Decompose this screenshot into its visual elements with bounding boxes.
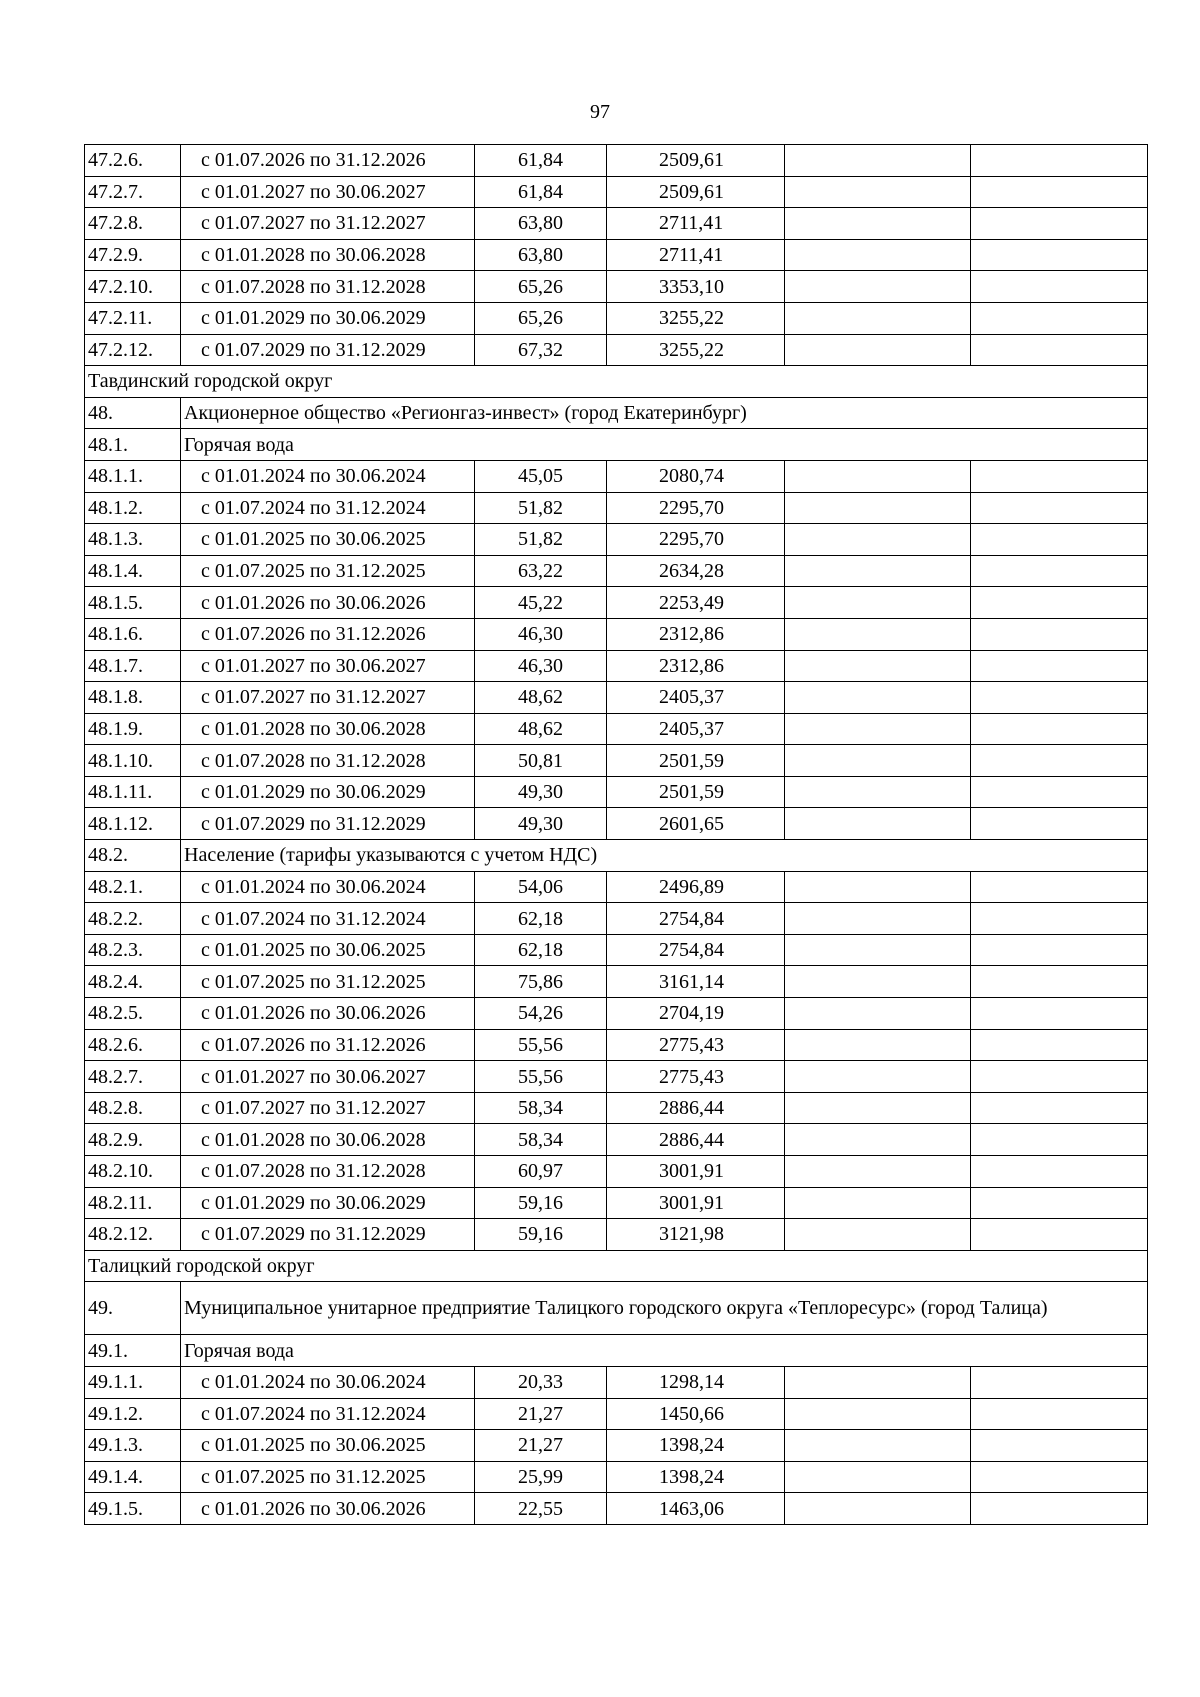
table-row <box>85 1398 1148 1430</box>
table-row <box>85 998 1148 1030</box>
row-period: с 01.01.2024 по 30.06.2024 <box>181 460 475 492</box>
empty-cell <box>971 1366 1148 1398</box>
empty-cell <box>971 1124 1148 1156</box>
empty-cell <box>971 492 1148 524</box>
tariff-table-body <box>85 145 1148 1525</box>
table-row <box>85 176 1148 208</box>
table-row <box>85 302 1148 334</box>
row-period: с 01.01.2029 по 30.06.2029 <box>181 302 475 334</box>
row-value-2: 1298,14 <box>607 1366 785 1398</box>
table-row <box>85 1156 1148 1188</box>
table-row <box>85 966 1148 998</box>
empty-cell <box>971 1061 1148 1093</box>
row-number: 48.1.9. <box>85 713 181 745</box>
tariff-table <box>84 144 1148 1525</box>
row-period: с 01.07.2025 по 31.12.2025 <box>181 966 475 998</box>
table-row <box>85 903 1148 935</box>
section-number: 48. <box>85 397 181 429</box>
row-value-2: 3255,22 <box>607 302 785 334</box>
row-value-1: 21,27 <box>475 1398 607 1430</box>
row-value-2: 1450,66 <box>607 1398 785 1430</box>
empty-cell <box>971 1493 1148 1525</box>
row-number: 48.1.3. <box>85 524 181 556</box>
section-title: Горячая вода <box>181 429 1148 461</box>
row-period: с 01.07.2027 по 31.12.2027 <box>181 208 475 240</box>
row-period: с 01.01.2024 по 30.06.2024 <box>181 1366 475 1398</box>
empty-cell <box>785 145 971 177</box>
section-header-row <box>85 429 1148 461</box>
empty-cell <box>785 176 971 208</box>
section-number: 48.2. <box>85 840 181 872</box>
row-number: 48.2.6. <box>85 1029 181 1061</box>
row-value-1: 61,84 <box>475 145 607 177</box>
empty-cell <box>785 334 971 366</box>
row-number: 48.1.8. <box>85 682 181 714</box>
row-value-1: 63,22 <box>475 555 607 587</box>
empty-cell <box>971 1430 1148 1462</box>
table-row <box>85 934 1148 966</box>
empty-cell <box>971 176 1148 208</box>
empty-cell <box>785 524 971 556</box>
table-row <box>85 682 1148 714</box>
region-header-row <box>85 1250 1148 1282</box>
table-row <box>85 1061 1148 1093</box>
row-number: 49.1.5. <box>85 1493 181 1525</box>
row-value-2: 2775,43 <box>607 1029 785 1061</box>
row-number: 48.2.2. <box>85 903 181 935</box>
table-row <box>85 334 1148 366</box>
row-number: 48.1.10. <box>85 745 181 777</box>
row-value-1: 20,33 <box>475 1366 607 1398</box>
empty-cell <box>971 555 1148 587</box>
row-number: 48.2.5. <box>85 998 181 1030</box>
table-row <box>85 808 1148 840</box>
empty-cell <box>971 1187 1148 1219</box>
row-period: с 01.01.2026 по 30.06.2026 <box>181 1493 475 1525</box>
row-number: 47.2.9. <box>85 239 181 271</box>
row-value-1: 58,34 <box>475 1124 607 1156</box>
row-value-1: 25,99 <box>475 1461 607 1493</box>
row-number: 48.2.8. <box>85 1092 181 1124</box>
row-value-2: 2405,37 <box>607 713 785 745</box>
table-row <box>85 871 1148 903</box>
row-value-1: 46,30 <box>475 618 607 650</box>
row-period: с 01.07.2025 по 31.12.2025 <box>181 555 475 587</box>
empty-cell <box>785 745 971 777</box>
empty-cell <box>971 1219 1148 1251</box>
row-number: 48.2.12. <box>85 1219 181 1251</box>
empty-cell <box>785 808 971 840</box>
row-period: с 01.01.2028 по 30.06.2028 <box>181 1124 475 1156</box>
empty-cell <box>785 208 971 240</box>
row-number: 49.1.2. <box>85 1398 181 1430</box>
empty-cell <box>785 1366 971 1398</box>
row-number: 49.1.3. <box>85 1430 181 1462</box>
empty-cell <box>971 934 1148 966</box>
row-value-1: 62,18 <box>475 903 607 935</box>
empty-cell <box>785 555 971 587</box>
empty-cell <box>971 745 1148 777</box>
empty-cell <box>971 871 1148 903</box>
region-header-row <box>85 366 1148 398</box>
row-period: с 01.07.2026 по 31.12.2026 <box>181 145 475 177</box>
row-number: 48.1.12. <box>85 808 181 840</box>
row-number: 49.1.1. <box>85 1366 181 1398</box>
page-number: 97 <box>590 101 610 123</box>
row-value-2: 2704,19 <box>607 998 785 1030</box>
empty-cell <box>971 271 1148 303</box>
row-number: 48.2.9. <box>85 1124 181 1156</box>
row-period: с 01.07.2029 по 31.12.2029 <box>181 1219 475 1251</box>
row-period: с 01.01.2028 по 30.06.2028 <box>181 713 475 745</box>
table-row <box>85 271 1148 303</box>
section-header-row <box>85 1282 1148 1335</box>
table-row <box>85 1366 1148 1398</box>
row-number: 48.1.7. <box>85 650 181 682</box>
row-number: 47.2.8. <box>85 208 181 240</box>
empty-cell <box>785 1061 971 1093</box>
row-value-2: 2754,84 <box>607 934 785 966</box>
empty-cell <box>785 239 971 271</box>
row-period: с 01.07.2029 по 31.12.2029 <box>181 808 475 840</box>
row-period: с 01.01.2027 по 30.06.2027 <box>181 1061 475 1093</box>
table-row <box>85 1092 1148 1124</box>
row-period: с 01.01.2028 по 30.06.2028 <box>181 239 475 271</box>
row-number: 48.1.1. <box>85 460 181 492</box>
empty-cell <box>785 713 971 745</box>
row-number: 48.2.1. <box>85 871 181 903</box>
empty-cell <box>971 1092 1148 1124</box>
row-value-1: 58,34 <box>475 1092 607 1124</box>
row-number: 47.2.11. <box>85 302 181 334</box>
row-value-1: 63,80 <box>475 239 607 271</box>
row-value-1: 63,80 <box>475 208 607 240</box>
table-row <box>85 208 1148 240</box>
row-value-1: 54,26 <box>475 998 607 1030</box>
row-value-2: 1463,06 <box>607 1493 785 1525</box>
row-value-2: 2295,70 <box>607 492 785 524</box>
row-value-1: 21,27 <box>475 1430 607 1462</box>
row-number: 47.2.6. <box>85 145 181 177</box>
row-value-2: 2601,65 <box>607 808 785 840</box>
row-number: 48.2.11. <box>85 1187 181 1219</box>
empty-cell <box>785 1219 971 1251</box>
row-value-2: 2886,44 <box>607 1092 785 1124</box>
row-value-1: 45,05 <box>475 460 607 492</box>
row-period: с 01.07.2029 по 31.12.2029 <box>181 334 475 366</box>
row-period: с 01.07.2024 по 31.12.2024 <box>181 492 475 524</box>
row-value-1: 49,30 <box>475 808 607 840</box>
section-title: Горячая вода <box>181 1335 1148 1367</box>
table-row <box>85 618 1148 650</box>
table-row <box>85 587 1148 619</box>
row-value-2: 3001,91 <box>607 1156 785 1188</box>
row-period: с 01.07.2025 по 31.12.2025 <box>181 1461 475 1493</box>
table-row <box>85 745 1148 777</box>
row-period: с 01.07.2028 по 31.12.2028 <box>181 271 475 303</box>
row-value-2: 2080,74 <box>607 460 785 492</box>
row-period: с 01.07.2027 по 31.12.2027 <box>181 1092 475 1124</box>
row-value-1: 51,82 <box>475 492 607 524</box>
section-title: Население (тарифы указываются с учетом НДС) <box>181 840 1148 872</box>
row-value-2: 2754,84 <box>607 903 785 935</box>
row-value-1: 65,26 <box>475 271 607 303</box>
table-row <box>85 1187 1148 1219</box>
empty-cell <box>971 713 1148 745</box>
empty-cell <box>971 1461 1148 1493</box>
row-value-1: 60,97 <box>475 1156 607 1188</box>
row-value-1: 62,18 <box>475 934 607 966</box>
row-value-1: 55,56 <box>475 1061 607 1093</box>
empty-cell <box>971 1156 1148 1188</box>
empty-cell <box>971 998 1148 1030</box>
empty-cell <box>971 618 1148 650</box>
empty-cell <box>785 302 971 334</box>
empty-cell <box>785 618 971 650</box>
row-value-1: 48,62 <box>475 713 607 745</box>
empty-cell <box>971 145 1148 177</box>
region-name: Талицкий городской округ <box>85 1250 1148 1282</box>
empty-cell <box>785 966 971 998</box>
row-period: с 01.01.2025 по 30.06.2025 <box>181 524 475 556</box>
empty-cell <box>971 903 1148 935</box>
table-row <box>85 650 1148 682</box>
row-value-1: 54,06 <box>475 871 607 903</box>
empty-cell <box>785 682 971 714</box>
empty-cell <box>785 1430 971 1462</box>
row-value-2: 2295,70 <box>607 524 785 556</box>
empty-cell <box>971 587 1148 619</box>
empty-cell <box>785 271 971 303</box>
empty-cell <box>971 302 1148 334</box>
row-value-2: 2312,86 <box>607 618 785 650</box>
empty-cell <box>971 524 1148 556</box>
table-row <box>85 1461 1148 1493</box>
row-value-2: 2501,59 <box>607 745 785 777</box>
row-number: 48.2.4. <box>85 966 181 998</box>
table-row <box>85 1493 1148 1525</box>
row-period: с 01.01.2029 по 30.06.2029 <box>181 1187 475 1219</box>
row-period: с 01.07.2026 по 31.12.2026 <box>181 618 475 650</box>
row-value-2: 2509,61 <box>607 145 785 177</box>
empty-cell <box>785 460 971 492</box>
empty-cell <box>785 1092 971 1124</box>
empty-cell <box>971 334 1148 366</box>
row-value-1: 51,82 <box>475 524 607 556</box>
row-value-1: 46,30 <box>475 650 607 682</box>
section-header-row <box>85 397 1148 429</box>
empty-cell <box>971 966 1148 998</box>
table-row <box>85 492 1148 524</box>
row-period: с 01.01.2024 по 30.06.2024 <box>181 871 475 903</box>
row-number: 49.1.4. <box>85 1461 181 1493</box>
row-value-1: 59,16 <box>475 1219 607 1251</box>
row-value-1: 67,32 <box>475 334 607 366</box>
table-row <box>85 713 1148 745</box>
row-period: с 01.01.2027 по 30.06.2027 <box>181 176 475 208</box>
row-number: 48.1.2. <box>85 492 181 524</box>
row-number: 48.1.6. <box>85 618 181 650</box>
row-value-1: 65,26 <box>475 302 607 334</box>
row-period: с 01.07.2026 по 31.12.2026 <box>181 1029 475 1061</box>
section-title: Акционерное общество «Регионгаз-инвест» (город Екатеринбург) <box>181 397 1148 429</box>
row-value-2: 2886,44 <box>607 1124 785 1156</box>
table-row <box>85 524 1148 556</box>
empty-cell <box>971 776 1148 808</box>
empty-cell <box>971 650 1148 682</box>
empty-cell <box>971 1029 1148 1061</box>
empty-cell <box>785 1029 971 1061</box>
section-header-row <box>85 1335 1148 1367</box>
empty-cell <box>971 682 1148 714</box>
empty-cell <box>971 208 1148 240</box>
section-number: 49. <box>85 1282 181 1335</box>
section-number: 48.1. <box>85 429 181 461</box>
row-value-1: 22,55 <box>475 1493 607 1525</box>
table-row <box>85 460 1148 492</box>
table-row <box>85 239 1148 271</box>
row-value-1: 75,86 <box>475 966 607 998</box>
table-row <box>85 1124 1148 1156</box>
row-number: 48.2.10. <box>85 1156 181 1188</box>
table-row <box>85 1029 1148 1061</box>
empty-cell <box>785 1398 971 1430</box>
empty-cell <box>785 903 971 935</box>
empty-cell <box>785 934 971 966</box>
row-value-1: 50,81 <box>475 745 607 777</box>
row-value-2: 3001,91 <box>607 1187 785 1219</box>
row-number: 47.2.12. <box>85 334 181 366</box>
row-number: 48.1.5. <box>85 587 181 619</box>
empty-cell <box>785 871 971 903</box>
row-number: 47.2.10. <box>85 271 181 303</box>
row-number: 48.1.11. <box>85 776 181 808</box>
row-period: с 01.07.2024 по 31.12.2024 <box>181 1398 475 1430</box>
row-value-2: 2312,86 <box>607 650 785 682</box>
row-value-2: 3255,22 <box>607 334 785 366</box>
row-period: с 01.07.2028 по 31.12.2028 <box>181 745 475 777</box>
empty-cell <box>971 808 1148 840</box>
empty-cell <box>785 492 971 524</box>
empty-cell <box>785 650 971 682</box>
row-period: с 01.01.2029 по 30.06.2029 <box>181 776 475 808</box>
row-value-2: 1398,24 <box>607 1430 785 1462</box>
empty-cell <box>785 1493 971 1525</box>
row-value-2: 2496,89 <box>607 871 785 903</box>
empty-cell <box>785 1124 971 1156</box>
table-row <box>85 1430 1148 1462</box>
row-value-2: 2711,41 <box>607 239 785 271</box>
row-value-1: 55,56 <box>475 1029 607 1061</box>
row-value-2: 2775,43 <box>607 1061 785 1093</box>
row-period: с 01.01.2026 по 30.06.2026 <box>181 587 475 619</box>
empty-cell <box>971 239 1148 271</box>
row-period: с 01.01.2027 по 30.06.2027 <box>181 650 475 682</box>
row-period: с 01.01.2025 по 30.06.2025 <box>181 1430 475 1462</box>
row-number: 48.1.4. <box>85 555 181 587</box>
row-period: с 01.07.2024 по 31.12.2024 <box>181 903 475 935</box>
row-value-1: 61,84 <box>475 176 607 208</box>
row-number: 47.2.7. <box>85 176 181 208</box>
table-row <box>85 555 1148 587</box>
row-value-2: 3161,14 <box>607 966 785 998</box>
row-period: с 01.07.2028 по 31.12.2028 <box>181 1156 475 1188</box>
table-row <box>85 145 1148 177</box>
row-value-1: 49,30 <box>475 776 607 808</box>
row-value-2: 2405,37 <box>607 682 785 714</box>
row-number: 48.2.7. <box>85 1061 181 1093</box>
row-value-2: 2253,49 <box>607 587 785 619</box>
row-value-2: 2711,41 <box>607 208 785 240</box>
empty-cell <box>971 460 1148 492</box>
section-title: Муниципальное унитарное предприятие Талицкого городского округа «Теплоресурс» (город Талица) <box>181 1282 1148 1335</box>
row-number: 48.2.3. <box>85 934 181 966</box>
empty-cell <box>785 1461 971 1493</box>
empty-cell <box>785 587 971 619</box>
row-period: с 01.07.2027 по 31.12.2027 <box>181 682 475 714</box>
row-value-2: 2509,61 <box>607 176 785 208</box>
empty-cell <box>971 1398 1148 1430</box>
empty-cell <box>785 776 971 808</box>
row-value-2: 1398,24 <box>607 1461 785 1493</box>
row-value-1: 48,62 <box>475 682 607 714</box>
row-period: с 01.01.2026 по 30.06.2026 <box>181 998 475 1030</box>
row-value-1: 59,16 <box>475 1187 607 1219</box>
section-header-row <box>85 840 1148 872</box>
row-value-2: 3121,98 <box>607 1219 785 1251</box>
row-value-2: 2501,59 <box>607 776 785 808</box>
table-row <box>85 1219 1148 1251</box>
region-name: Тавдинский городской округ <box>85 366 1148 398</box>
empty-cell <box>785 1187 971 1219</box>
table-row <box>85 776 1148 808</box>
row-value-1: 45,22 <box>475 587 607 619</box>
section-number: 49.1. <box>85 1335 181 1367</box>
empty-cell <box>785 998 971 1030</box>
empty-cell <box>785 1156 971 1188</box>
row-period: с 01.01.2025 по 30.06.2025 <box>181 934 475 966</box>
row-value-2: 2634,28 <box>607 555 785 587</box>
row-value-2: 3353,10 <box>607 271 785 303</box>
